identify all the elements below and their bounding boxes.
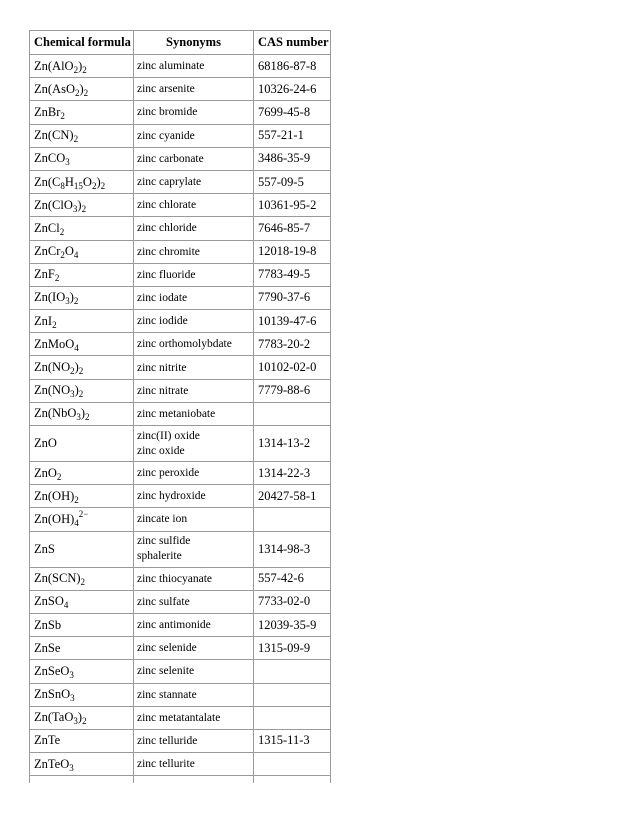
synonyms-cell: zinc fluoride <box>134 263 254 286</box>
table-row <box>30 356 331 379</box>
chemical-formula-cell: ZnSeO$_3$ <box>30 660 134 683</box>
chemical-formula-cell: ZnO <box>30 426 134 462</box>
synonyms-cell: zinc orthomolybdate <box>134 333 254 356</box>
cas-number-cell: 7779-88-6 <box>254 379 331 402</box>
table-row <box>30 729 331 752</box>
table-row <box>30 706 331 729</box>
cas-number-cell: 557-09-5 <box>254 170 331 193</box>
synonyms-cell: zinc sulfate <box>134 590 254 613</box>
table-row <box>30 485 331 508</box>
synonyms-cell: zinc nitrite <box>134 356 254 379</box>
table-row <box>30 379 331 402</box>
chemical-formula-cell: ZnTeO$_3$ <box>30 753 134 776</box>
synonyms-cell: zinc(II) oxide zinc oxide <box>134 426 254 462</box>
cas-number-cell: 7733-02-0 <box>254 590 331 613</box>
cas-number-cell: 7783-49-5 <box>254 263 331 286</box>
chemical-formula-cell: $Zn(NO_3)_2$ <box>30 379 134 402</box>
chemical-formula-cell: $Zn(AsO_2)_2$ <box>30 78 134 101</box>
chemical-formula-cell: ZnSb <box>30 613 134 636</box>
table-row <box>30 101 331 124</box>
cas-number-cell: 12039-35-9 <box>254 613 331 636</box>
cas-number-cell: 1315-09-9 <box>254 637 331 660</box>
synonyms-cell: zinc sulfide sphalerite <box>134 531 254 567</box>
chemical-formula-cell: ZnSe <box>30 637 134 660</box>
chemical-formula-cell: $Zn(ClO_3)_2$ <box>30 194 134 217</box>
chemical-formula-cell: ZnI$_2$ <box>30 310 134 333</box>
cas-number-cell: 20427-58-1 <box>254 485 331 508</box>
header-chemical-formula: Chemical formula <box>30 31 134 55</box>
table-row <box>30 590 331 613</box>
table-row <box>30 240 331 263</box>
synonyms-cell: zinc chlorate <box>134 194 254 217</box>
synonyms-cell: zinc thiocyanate <box>134 567 254 590</box>
synonyms-cell: zinc arsenite <box>134 78 254 101</box>
cas-number-cell <box>254 402 331 425</box>
table-row <box>30 124 331 147</box>
cas-number-cell: 12018-19-8 <box>254 240 331 263</box>
table-row <box>30 55 331 78</box>
chemical-formula-cell: $Zn(OH)_4^{2-}$ <box>30 508 134 531</box>
empty-cell <box>254 776 331 784</box>
table-row <box>30 462 331 485</box>
synonyms-cell: zinc bromide <box>134 101 254 124</box>
table-row <box>30 78 331 101</box>
chemical-formula-cell: $Zn(C_8H_{15}O_2)_2$ <box>30 170 134 193</box>
synonyms-cell: zinc cyanide <box>134 124 254 147</box>
table-row <box>30 508 331 531</box>
zinc-compounds-table <box>29 30 331 783</box>
chemical-formula-cell: ZnMoO$_4$ <box>30 333 134 356</box>
header-row <box>30 31 331 55</box>
chemical-formula-cell: ZnCl$_2$ <box>30 217 134 240</box>
synonyms-cell: zinc caprylate <box>134 170 254 193</box>
cas-number-cell: 557-21-1 <box>254 124 331 147</box>
header-synonyms: Synonyms <box>134 31 254 55</box>
synonyms-cell: zincate ion <box>134 508 254 531</box>
chemical-formula-cell: $Zn(NO_2)_2$ <box>30 356 134 379</box>
table-row <box>30 333 331 356</box>
synonyms-cell: zinc nitrate <box>134 379 254 402</box>
table-row <box>30 683 331 706</box>
chemical-formula-cell: ZnF$_2$ <box>30 263 134 286</box>
cas-number-cell: 10361-95-2 <box>254 194 331 217</box>
cas-number-cell: 557-42-6 <box>254 567 331 590</box>
table-row <box>30 531 331 567</box>
chemical-formula-cell: $Zn(TaO_3)_2$ <box>30 706 134 729</box>
cas-number-cell: 3486-35-9 <box>254 147 331 170</box>
table-row <box>30 217 331 240</box>
table-row <box>30 147 331 170</box>
synonyms-cell: zinc telluride <box>134 729 254 752</box>
synonyms-cell: zinc antimonide <box>134 613 254 636</box>
chemical-formula-cell: $Zn(NbO_3)_2$ <box>30 402 134 425</box>
header-cas-number: CAS number <box>254 31 331 55</box>
empty-cell <box>30 776 134 784</box>
chemical-formula-cell: ZnBr$_2$ <box>30 101 134 124</box>
cas-number-cell: 1314-22-3 <box>254 462 331 485</box>
cas-number-cell <box>254 706 331 729</box>
table-row <box>30 613 331 636</box>
table-row <box>30 402 331 425</box>
cas-number-cell <box>254 683 331 706</box>
chemical-formula-cell: ZnS <box>30 531 134 567</box>
empty-cell <box>134 776 254 784</box>
table-row <box>30 426 331 462</box>
cas-number-cell: 7790-37-6 <box>254 286 331 309</box>
chemical-formula-cell: $Zn(IO_3)_2$ <box>30 286 134 309</box>
chemical-formula-cell: $Zn(CN)_2$ <box>30 124 134 147</box>
chemical-formula-cell: ZnSO$_4$ <box>30 590 134 613</box>
table-row <box>30 310 331 333</box>
synonyms-cell: zinc carbonate <box>134 147 254 170</box>
cas-number-cell: 7646-85-7 <box>254 217 331 240</box>
table-row <box>30 753 331 776</box>
table-row <box>30 194 331 217</box>
chemical-formula-cell: ZnTe <box>30 729 134 752</box>
cas-number-cell <box>254 508 331 531</box>
table-row <box>30 567 331 590</box>
synonyms-cell: zinc chromite <box>134 240 254 263</box>
cas-number-cell: 1314-98-3 <box>254 531 331 567</box>
chemical-formula-cell: $Zn(OH)_2$ <box>30 485 134 508</box>
cas-number-cell: 10139-47-6 <box>254 310 331 333</box>
chemical-formula-cell: $ZnCr_2O_4$ <box>30 240 134 263</box>
cas-number-cell: 1314-13-2 <box>254 426 331 462</box>
table-row <box>30 660 331 683</box>
synonyms-cell: zinc selenide <box>134 637 254 660</box>
synonyms-cell: zinc iodide <box>134 310 254 333</box>
chemical-formula-cell: ZnCO$_3$ <box>30 147 134 170</box>
cas-number-cell: 1315-11-3 <box>254 729 331 752</box>
synonyms-cell: zinc metatantalate <box>134 706 254 729</box>
cas-number-cell <box>254 753 331 776</box>
chemical-formula-cell: $Zn(SCN)_2$ <box>30 567 134 590</box>
cas-number-cell <box>254 660 331 683</box>
chemical-formula-cell: ZnSnO$_3$ <box>30 683 134 706</box>
synonyms-cell: zinc selenite <box>134 660 254 683</box>
chemical-formula-cell: $Zn(AlO_2)_2$ <box>30 55 134 78</box>
table-row <box>30 637 331 660</box>
table-row <box>30 263 331 286</box>
table-row-partial <box>30 776 331 784</box>
synonyms-cell: zinc metaniobate <box>134 402 254 425</box>
synonyms-cell: zinc tellurite <box>134 753 254 776</box>
cas-number-cell: 7783-20-2 <box>254 333 331 356</box>
cas-number-cell: 10102-02-0 <box>254 356 331 379</box>
chemical-formula-cell: ZnO$_2$ <box>30 462 134 485</box>
table-row <box>30 286 331 309</box>
synonyms-cell: zinc aluminate <box>134 55 254 78</box>
cas-number-cell: 68186-87-8 <box>254 55 331 78</box>
cas-number-cell: 7699-45-8 <box>254 101 331 124</box>
cas-number-cell: 10326-24-6 <box>254 78 331 101</box>
synonyms-cell: zinc iodate <box>134 286 254 309</box>
synonyms-cell: zinc peroxide <box>134 462 254 485</box>
synonyms-cell: zinc stannate <box>134 683 254 706</box>
synonyms-cell: zinc chloride <box>134 217 254 240</box>
table-row <box>30 170 331 193</box>
synonyms-cell: zinc hydroxide <box>134 485 254 508</box>
